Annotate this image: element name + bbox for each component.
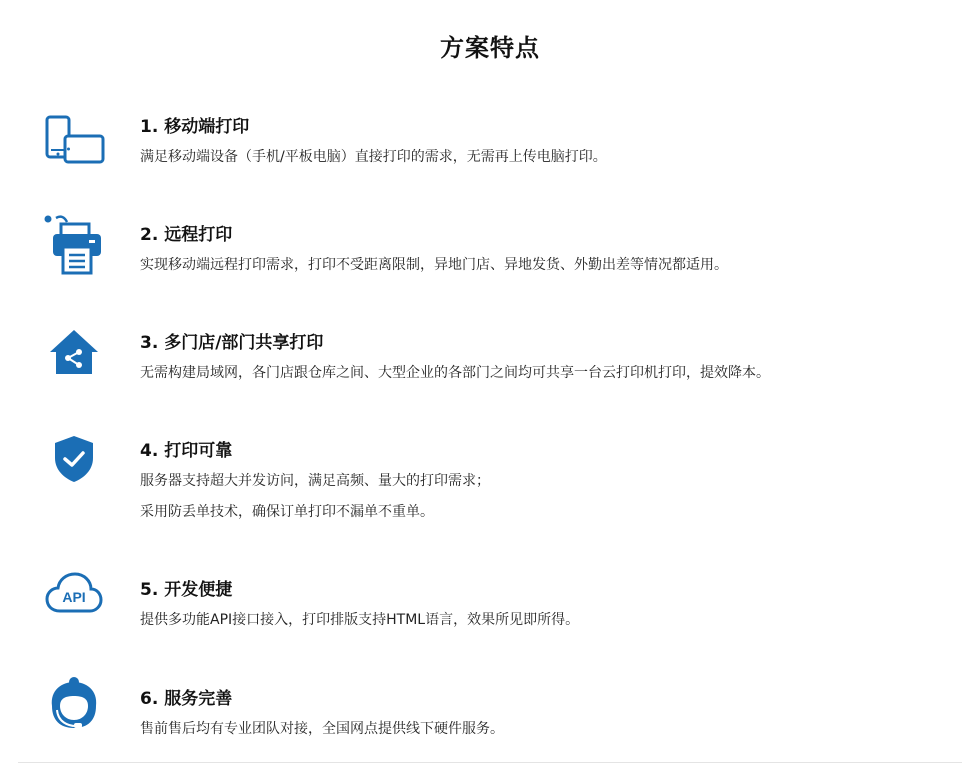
feature-description: [140, 466, 490, 528]
feature-title: 2. 远程打印: [140, 225, 233, 245]
api-cloud-icon: [38, 571, 110, 643]
customer-service-icon: [38, 676, 110, 748]
feature-title: 1. 移动端打印: [140, 117, 250, 137]
feature-description: [140, 250, 728, 281]
feature-description: [140, 714, 504, 745]
feature-description-line: 服务器支持超大并发访问，满足高频、量大的打印需求；: [140, 473, 490, 489]
feature-description: [140, 605, 579, 636]
feature-description-line: 采用防丢单技术，确保订单打印不漏单不重单。: [140, 504, 434, 520]
printer-icon: [38, 214, 110, 286]
feature-description-line: 满足移动端设备（手机/平板电脑）直接打印的需求，无需再上传电脑打印。: [140, 149, 607, 165]
shield-check-icon: [38, 434, 110, 506]
feature-description-line: 实现移动端远程打印需求，打印不受距离限制，异地门店、异地发货、外勤出差等情况都适用。: [140, 257, 728, 273]
api-cloud-icon-label: API: [62, 589, 86, 605]
page-title: 方案特点: [440, 34, 540, 62]
feature-description-line: 提供多功能API接口接入，打印排版支持HTML语言，效果所见即所得。: [140, 612, 580, 628]
feature-title: 4. 打印可靠: [140, 441, 233, 461]
bottom-divider: [18, 762, 962, 763]
feature-description-line: 售前售后均有专业团队对接，全国网点提供线下硬件服务。: [140, 721, 504, 737]
feature-title: 5. 开发便捷: [140, 580, 233, 600]
feature-title: 3. 多门店/部门共享打印: [140, 333, 324, 353]
home-share-icon: [38, 328, 110, 400]
mobile-devices-icon: [38, 114, 110, 186]
feature-description-line: 无需构建局域网，各门店跟仓库之间、大型企业的各部门之间均可共享一台云打印机打印，提效降本。: [140, 365, 770, 381]
feature-description: [140, 358, 770, 389]
feature-description: [140, 142, 607, 173]
feature-title: 6. 服务完善: [140, 689, 233, 709]
